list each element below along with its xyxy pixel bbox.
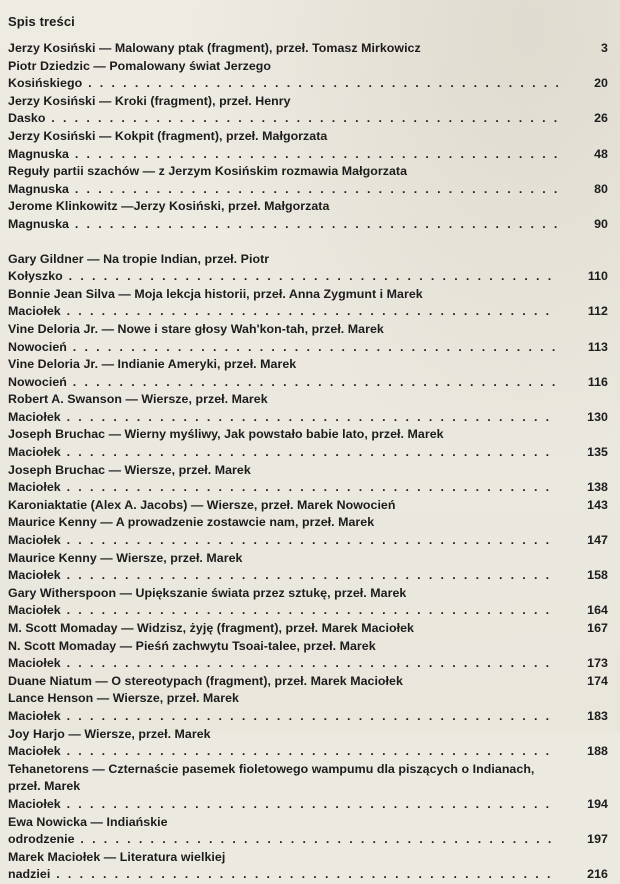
toc-entry-title: [8, 849, 558, 884]
toc-page-number: 188: [587, 744, 608, 759]
toc-page-number: 26: [594, 111, 608, 126]
toc-entry: [8, 761, 608, 814]
toc-entry-text: Duane Niatum — O stereotypach (fragment), przeł. Marek Maciołek: [8, 673, 403, 688]
toc-page-number: 174: [587, 673, 608, 688]
toc-entry-text: Lance Henson — Wiersze, przeł. Marek Maciołek . . .: [8, 691, 558, 723]
toc-entry: [8, 251, 608, 286]
toc-page-number: 3: [601, 41, 608, 55]
toc-entry-text: Vine Deloria Jr. — Nowe i stare głosy Wah'kon-tah, przeł. Marek Nowocień . . .: [8, 322, 558, 354]
toc-entry-title: [8, 690, 558, 725]
toc-entry-title: [8, 726, 558, 761]
toc-entry-title: [8, 58, 558, 93]
toc-entry-title: [8, 620, 558, 638]
toc-entry: [8, 40, 608, 58]
toc-page-number: 197: [587, 832, 608, 847]
toc-entry-text: Bonnie Jean Silva — Moja lekcja historii, przeł. Anna Zygmunt i Marek Maciołek . . .: [8, 287, 558, 319]
toc-entry-title: [8, 286, 558, 321]
toc-page-number: 173: [587, 656, 608, 671]
toc-entry-title: [8, 93, 558, 128]
toc-entry-title: [8, 550, 558, 585]
toc-entry-title: [8, 128, 558, 163]
toc-entry-text: Maurice Kenny — A prowadzenie zostawcie nam, przeł. Marek Maciołek . . .: [8, 515, 558, 547]
toc-entry-text: Gary Witherspoon — Upiększanie świata przez sztukę, przeł. Marek Maciołek . . .: [8, 586, 558, 618]
toc-page-number: 48: [594, 146, 608, 161]
toc-entry: [8, 620, 608, 638]
toc-entry: [8, 93, 608, 128]
toc-entry-title: [8, 462, 558, 497]
toc-entry: [8, 497, 608, 515]
toc-page-number: 90: [594, 216, 608, 231]
page-title: Spis treści: [8, 14, 75, 29]
toc-entry: [8, 585, 608, 620]
toc-entry-title: [8, 40, 558, 58]
toc-entry-title: [8, 585, 558, 620]
toc-entry-title: [8, 163, 558, 198]
toc-entry-title: [8, 761, 558, 814]
toc-entry: [8, 514, 608, 549]
toc-entry: [8, 356, 608, 391]
toc-entry: [8, 550, 608, 585]
toc-entry-title: [8, 321, 558, 356]
toc-entry-text: Piotr Dziedzic — Pomalowany świat Jerzego Kosińskiego . . .: [8, 59, 558, 91]
toc-entry-text: Jerzy Kosiński — Kokpit (fragment), przeł. Małgorzata Magnuska . . .: [8, 129, 558, 161]
toc-page-number: 110: [587, 269, 608, 284]
toc-section: [8, 251, 608, 884]
toc-entry-text: Maurice Kenny — Wiersze, przeł. Marek Maciołek . . .: [8, 551, 558, 583]
toc-entry: [8, 690, 608, 725]
toc-entry-text: Marek Maciołek — Literatura wielkiej nadziei . . .: [8, 850, 558, 882]
toc-entry-text: Robert A. Swanson — Wiersze, przeł. Marek Maciołek . . .: [8, 392, 558, 424]
toc-page-number: 143: [587, 497, 608, 512]
toc-entry-title: [8, 198, 558, 233]
toc-page-number: 135: [587, 445, 608, 460]
toc-entry: [8, 391, 608, 426]
toc-entry-title: [8, 356, 558, 391]
toc-entry-text: Joy Harjo — Wiersze, przeł. Marek Maciołek . . .: [8, 727, 558, 759]
toc-page-number: 167: [587, 621, 608, 635]
toc-entry-text: Reguły partii szachów — z Jerzym Kosińskim rozmawia Małgorzata Magnuska . . .: [8, 164, 558, 196]
toc-page-number: 183: [587, 708, 608, 723]
toc-page-number: 216: [587, 867, 608, 882]
toc-entry-title: [8, 426, 558, 461]
toc-entry: [8, 462, 608, 497]
table-of-contents: [8, 40, 608, 884]
toc-entry-title: [8, 391, 558, 426]
toc-entry: [8, 726, 608, 761]
toc-entry: [8, 198, 608, 233]
toc-entry-title: [8, 497, 558, 515]
toc-entry: [8, 321, 608, 356]
toc-entry-text: Jerzy Kosiński — Kroki (fragment), przeł. Henry Dasko . . .: [8, 94, 558, 126]
toc-entry: [8, 638, 608, 673]
toc-entry: [8, 849, 608, 884]
toc-entry: [8, 128, 608, 163]
toc-page-number: 112: [587, 304, 608, 319]
toc-page-number: 194: [587, 796, 608, 811]
toc-entry: [8, 286, 608, 321]
toc-page-number: 138: [587, 480, 608, 495]
toc-entry-text: Tehanetorens — Czternaście pasemek fioletowego wampumu dla piszących o Indianach, przeł. Marek Maciołek . . .: [8, 762, 558, 811]
toc-entry-text: Vine Deloria Jr. — Indianie Ameryki, przeł. Marek Nowocień . . .: [8, 357, 558, 389]
toc-entry: [8, 426, 608, 461]
toc-entry-title: [8, 673, 558, 691]
toc-page-number: 130: [587, 409, 608, 424]
toc-entry-title: [8, 514, 558, 549]
toc-entry-text: Joseph Bruchac — Wierny myśliwy, Jak powstało babie lato, przeł. Marek Maciołek . . .: [8, 427, 558, 459]
toc-section: [8, 40, 608, 234]
toc-entry-text: Karoniaktatie (Alex A. Jacobs) — Wiersze, przeł. Marek Nowocień: [8, 497, 396, 512]
toc-entry-text: Joseph Bruchac — Wiersze, przeł. Marek Maciołek . . .: [8, 463, 558, 495]
toc-entry-text: Jerome Klinkowitz —Jerzy Kosiński, przeł. Małgorzata Magnuska . . .: [8, 199, 558, 231]
toc-page-number: 116: [587, 374, 608, 389]
toc-entry-text: N. Scott Momaday — Pieśń zachwytu Tsoai-talee, przeł. Marek Maciołek . . .: [8, 639, 558, 671]
toc-entry-text: Jerzy Kosiński — Malowany ptak (fragment), przeł. Tomasz Mirkowicz: [8, 41, 421, 55]
toc-page-number: 147: [587, 533, 608, 548]
toc-page-number: 80: [594, 181, 608, 196]
toc-entry-title: [8, 814, 558, 849]
toc-page-number: 113: [587, 339, 608, 354]
toc-entry: [8, 58, 608, 93]
toc-entry-text: Ewa Nowicka — Indiańskie odrodzenie . . .: [8, 815, 558, 847]
toc-entry: [8, 814, 608, 849]
toc-entry-title: [8, 251, 558, 286]
toc-entry-text: M. Scott Momaday — Widzisz, żyję (fragment), przeł. Marek Maciołek: [8, 621, 414, 635]
toc-entry: [8, 673, 608, 691]
toc-entry-text: Gary Gildner — Na tropie Indian, przeł. Piotr Kołyszko . . .: [8, 252, 558, 284]
toc-page-number: 20: [594, 76, 608, 91]
toc-page-number: 158: [587, 568, 608, 583]
toc-page-number: 164: [587, 603, 608, 618]
toc-entry-title: [8, 638, 558, 673]
toc-entry: [8, 163, 608, 198]
